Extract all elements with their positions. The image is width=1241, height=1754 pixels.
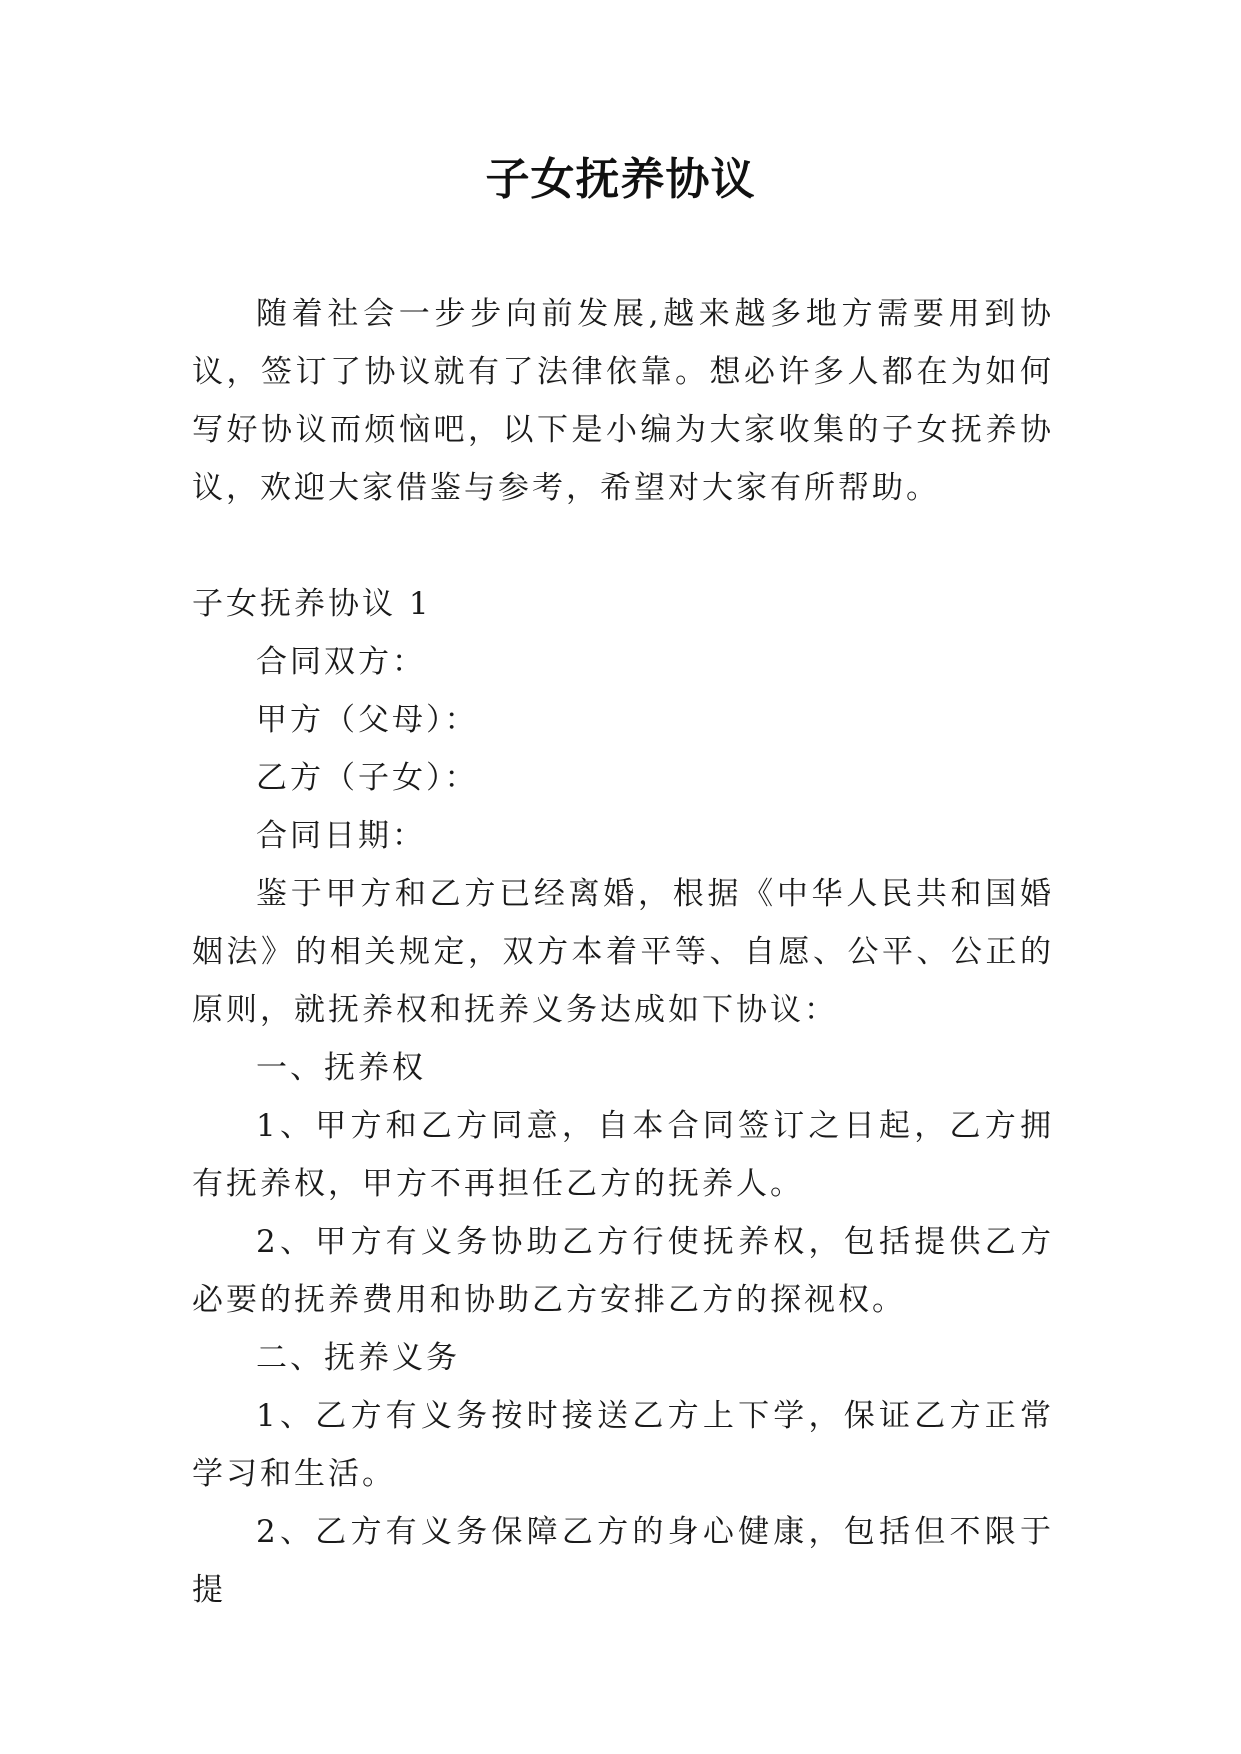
document-body bbox=[192, 285, 1054, 1619]
paragraph-parties: 合同双方： bbox=[256, 644, 426, 680]
clause-custody-2: 2、甲方有义务协助乙方行使抚养权，包括提供乙方必要的抚养费用和协助乙方安排乙方的探视权。 bbox=[192, 1224, 1054, 1318]
heading-custody-right: 一、抚养权 bbox=[256, 1050, 426, 1086]
paragraph-contract-date: 合同日期： bbox=[256, 818, 426, 854]
paragraph-preamble: 鉴于甲方和乙方已经离婚，根据《中华人民共和国婚姻法》的相关规定，双方本着平等、自愿、公平、公正的原则，就抚养权和抚养义务达成如下协议： bbox=[192, 876, 1054, 1028]
clause-duty-1: 1、乙方有义务按时接送乙方上下学，保证乙方正常学习和生活。 bbox=[192, 1398, 1054, 1492]
document-title: 子女抚养协议 bbox=[485, 154, 756, 205]
paragraph-party-a: 甲方（父母）： bbox=[256, 702, 479, 738]
paragraph-party-b: 乙方（子女）： bbox=[256, 760, 479, 796]
heading-custody-duty: 二、抚养义务 bbox=[256, 1340, 460, 1376]
intro-paragraph: 随着社会一步步向前发展,越来越多地方需要用到协议，签订了协议就有了法律依靠。想必许多人都在为如何写好协议而烦恼吧，以下是小编为大家收集的子女抚养协议，欢迎大家借鉴与参考，希望对大家有所帮助。 bbox=[192, 296, 1054, 506]
clause-custody-1: 1、甲方和乙方同意，自本合同签订之日起，乙方拥有抚养权，甲方不再担任乙方的抚养人。 bbox=[192, 1108, 1054, 1202]
section-title: 子女抚养协议 1 bbox=[192, 586, 432, 622]
clause-duty-2: 2、乙方有义务保障乙方的身心健康，包括但不限于提 bbox=[192, 1514, 1054, 1608]
